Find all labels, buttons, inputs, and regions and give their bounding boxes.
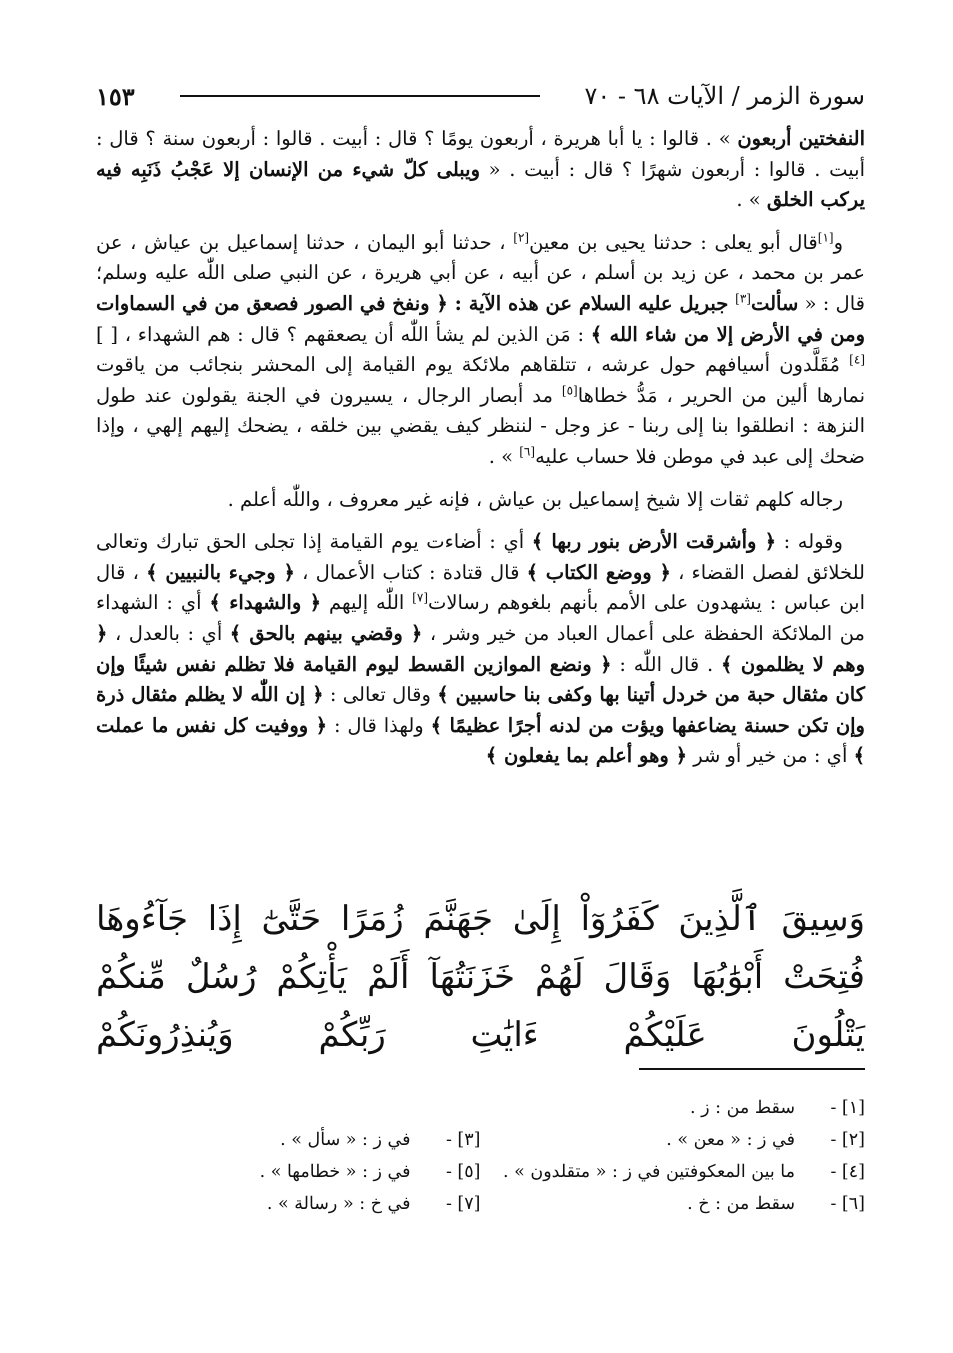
p1-text: » . قالوا : يا أبا هريرة ، أربعون يومًا ؟ قال : أبيت . قالوا : أربعون سنة ؟ قال : أبيت . قالوا : أربعون شهرًا ؟ قال : أبيت . « bbox=[96, 127, 865, 181]
paragraph-2 bbox=[96, 228, 865, 473]
footnote-text: سقط من : خ . bbox=[687, 1194, 795, 1214]
p1-bold-hadith: ويبلى كلّ شيء من الإنسان إلا عَجْبُ ذَنَبِه فيه يركب الخلق bbox=[96, 157, 865, 212]
p4-p: وقال تعالى : bbox=[323, 683, 438, 707]
p4-q: ﴿ إن اللّٰه لا يظلم مثقال ذرة وإن تكن حسنة يضاعفها ويؤت من لدنه أجرًا عظيمًا ﴾ bbox=[96, 683, 865, 737]
p1-bold-start: النفختين أربعون bbox=[737, 127, 866, 150]
p4-f: ﴿ وجيء بالنبيين ﴾ bbox=[146, 560, 295, 584]
footnote-row bbox=[96, 1188, 865, 1220]
p4-d: ﴿ ووضع الكتاب ﴾ bbox=[526, 560, 671, 584]
p4-b: ﴿ وأشرقت الأرض بنور ربها ﴾ bbox=[531, 530, 777, 554]
footnote-text: سقط من : ز . bbox=[690, 1098, 795, 1118]
p2-c: ، حدثنا أبو اليمان ، حدثنا إسماعيل بن عياش ، عن عمر بن محمد ، عن زيد بن أسلم ، عن أبيه ، عن أبي هريرة ، عن النبي صلى اللّٰه عليه وسلم؛ قال : « bbox=[96, 230, 865, 315]
footnote-1 bbox=[481, 1098, 866, 1118]
header-rule bbox=[180, 95, 540, 97]
p2-a: و bbox=[833, 230, 843, 254]
footnote-6 bbox=[481, 1194, 866, 1214]
p4-l: أي : بالعدل ، bbox=[107, 621, 230, 645]
page-number: ١٥٣ bbox=[96, 81, 135, 111]
footnote-ref-4[interactable]: [٤] bbox=[849, 352, 865, 367]
p2-d: سألت bbox=[750, 291, 799, 315]
footnote-number: [٤] - bbox=[830, 1162, 865, 1182]
footnote-number: [١] - bbox=[830, 1098, 865, 1118]
p4-h: اللّٰه إليهم bbox=[321, 591, 413, 615]
footnote-rule bbox=[639, 1068, 865, 1070]
footnote-row bbox=[96, 1156, 865, 1188]
p4-m: ﴿ وهم لا يظلمون ﴾ bbox=[96, 621, 866, 676]
p4-u: ﴿ وهو أعلم بما يفعلون ﴾ bbox=[485, 744, 687, 768]
p1-end: » . bbox=[736, 188, 767, 212]
footnote-row bbox=[96, 1092, 865, 1124]
p4-r: ولهذا قال : bbox=[327, 713, 431, 737]
p4-c: أي : أضاءت يوم القيامة إذا تجلى الحق تبارك وتعالى للخلائق لفصل القضاء ، bbox=[96, 530, 865, 584]
footnote-text: في ز : « معن » . bbox=[666, 1130, 795, 1150]
p2-e: جبريل عليه السلام عن هذه الآية : ﴿ ونفخ في الصور فصعق من في السماوات ومن في الأرض إلا من شاء الله ﴾ bbox=[96, 291, 865, 346]
footnote-3 bbox=[96, 1130, 481, 1150]
p4-e: قال قتادة : كتاب الأعمال ، bbox=[294, 560, 527, 584]
p4-a: وقوله : bbox=[776, 530, 843, 554]
footnote-7 bbox=[96, 1194, 481, 1214]
footnote-ref-1[interactable]: [١] bbox=[817, 230, 834, 245]
p4-s: ﴿ ووفيت كل نفس ما عملت ﴾ bbox=[96, 713, 865, 768]
footnote-ref-2[interactable]: [٢] bbox=[513, 230, 530, 245]
paragraph-4 bbox=[96, 527, 865, 772]
p4-k: ﴿ وقضي بينهم بالحق ﴾ bbox=[229, 621, 423, 645]
p2-h: مد أبصار الرجال ، يسيرون في الجنة يقولون عند طول النزهة : انطلقوا بنا إلى ربنا - عز وجل - لننظر كيف يقضي بين خلقه ، يضحك إليهم إلهي ، وإذا ضحك إلى عبد في موطن فلا حساب عليه bbox=[96, 383, 865, 468]
page-header bbox=[96, 80, 865, 112]
p4-t: أي : من خير أو شر bbox=[687, 744, 854, 768]
paragraph-1 bbox=[96, 124, 865, 216]
footnote-text: في ز : « خطامها » . bbox=[259, 1162, 411, 1182]
chapter-title: سورة الزمر / الآيات ٦٨ - ٧٠ bbox=[584, 82, 865, 110]
footnote-number: [٣] - bbox=[445, 1130, 481, 1150]
footnote-5 bbox=[96, 1162, 481, 1182]
p2-b: قال أبو يعلى : حدثنا يحيى بن معين bbox=[529, 230, 818, 254]
p2-g: مُقَلَّدون أسيافهم حول عرشه ، تتلقاهم ملائكة يوم القيامة إلى المحشر بنجائب من ياقوت نمارها ألين من الحرير ، مَدُّ خطاها bbox=[96, 353, 866, 407]
footnote-2 bbox=[481, 1130, 866, 1150]
footnote-number: [٦] - bbox=[830, 1194, 865, 1214]
p2-f: : مَن الذين لم يشأ اللّٰه أن يصعقهم ؟ قال : هم الشهداء ، [ ] bbox=[96, 322, 591, 346]
footnote-ref-6[interactable]: [٦] bbox=[519, 444, 536, 459]
footnote-number: [٧] - bbox=[445, 1194, 481, 1214]
footnote-ref-5[interactable]: [٥] bbox=[561, 383, 578, 398]
paragraph-3: رجاله كلهم ثقات إلا شيخ إسماعيل بن عياش ، فإنه غير معروف ، واللّٰه أعلم . bbox=[227, 487, 843, 511]
footnote-row bbox=[96, 1124, 865, 1156]
footnote-4 bbox=[481, 1162, 866, 1182]
main-text bbox=[96, 124, 865, 784]
footnote-ref-3[interactable]: [٣] bbox=[735, 291, 751, 306]
footnote-text: ما بين المعكوفتين في ز : « متقلدون » . bbox=[502, 1162, 795, 1182]
footnote-ref-7[interactable]: [٧] bbox=[412, 590, 428, 605]
p4-o: ﴿ ونضع الموازين القسط ليوم القيامة فلا تظلم نفس شيئًا وإن كان مثقال حبة من خردل أتينا بها وكفى بنا حاسبين ﴾ bbox=[96, 652, 865, 707]
footnote-number: [٥] - bbox=[445, 1162, 481, 1182]
p2-i: » . bbox=[488, 444, 520, 468]
footnotes bbox=[96, 1092, 865, 1220]
p4-g: ، قال ابن عباس : يشهدون على الأمم بأنهم بلغوهم رسالات bbox=[96, 560, 866, 615]
p4-n: . قال اللّٰه : bbox=[611, 652, 722, 676]
footnote-text: في ز : « سأل » . bbox=[280, 1130, 411, 1150]
footnote-text: في خ : « رسالة » . bbox=[266, 1194, 411, 1214]
footnote-number: [٢] - bbox=[830, 1130, 865, 1150]
quran-verse: وَسِيقَ ٱلَّذِينَ كَفَرُوٓاْ إِلَىٰ جَهَنَّمَ زُمَرًا حَتَّىٰٓ إِذَا جَآءُوهَا فُتِحَتْ أَبْوَٰبُهَا وَقَالَ لَهُمْ خَزَنَتُهَآ أَلَمْ يَأْتِكُمْ رُسُلٌ مِّنكُمْ يَتْلُونَ عَلَيْكُمْ ءَايَٰتِ رَبِّكُمْ وَيُنذِرُونَكُمْ bbox=[96, 899, 865, 1055]
p4-j: أي : الشهداء من الملائكة الحفظة على أعمال العباد من خير وشر ، bbox=[96, 591, 865, 645]
p4-i: ﴿ والشهداء ﴾ bbox=[209, 591, 322, 615]
